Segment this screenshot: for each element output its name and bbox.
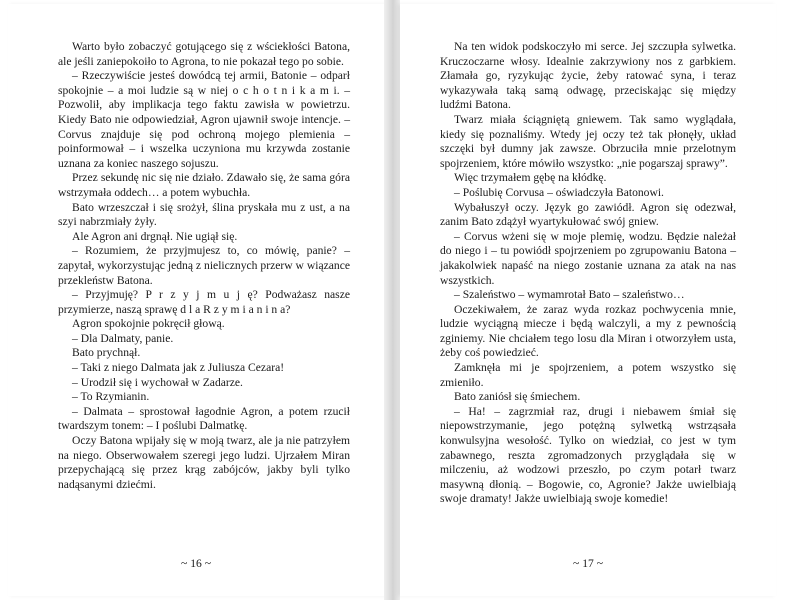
paragraph: Wybałuszył oczy. Język go zawiódł. Agron się odezwał, zanim Bato zdążył wyartykułować swój gniew. [440, 200, 736, 229]
paragraph: – Urodził się i wychował w Zadarze. [72, 375, 243, 389]
paragraph: – Dla Dalmaty, panie. [72, 331, 174, 345]
paragraph: Agron spokojnie pokręcił głową. [72, 317, 225, 331]
paragraph: Oczekiwałem, że zaraz wyda rozkaz pochwycenia mnie, ludzie wyciągną miecze i będą walczyli, a my z pewnością zginiemy. Nie chciałem tego losu dla Miran i otworzyłem usta, żeby coś powiedzieć. [440, 302, 736, 360]
paragraph: Warto było zobaczyć gotującego się z wściekłości Batona, ale jeśli zaniepokoiło to Agrona, to nie pokazał tego po sobie. [58, 40, 350, 68]
book-gutter [384, 0, 400, 600]
right-page-text [440, 40, 736, 507]
paragraph: Bato wrzeszczał i się srożył, ślina pryskała mu z ust, a na szyi nabrzmiały żyły. [58, 200, 350, 229]
paragraph: – Ha! – zagrzmiał raz, drugi i niebawem śmiał się niepowstrzymanie, jego potężną sylwetką wstrząsała konwulsyjna wesołość. Tylko on wiedział, co jest w tym zabawnego, reszta zgromadzonych przyglądała się w milczeniu, aż wodzowi przeszło, po czym potarł twarz masywną dłonią. – Bogowie, co, Agronie? Jakże uwielbiają swoje dramaty! Jakże uwielbiają swoje komedie! [440, 404, 736, 506]
paragraph: Bato zaniósł się śmiechem. [454, 390, 581, 404]
left-page-number: ~ 16 ~ [181, 557, 211, 570]
paragraph: – Rzeczywiście jesteś dowódcą tej armii, Batonie – odparł spokojnie – a moi ludzie są w niej o c h o t n i k a m i. – Pozwolił, aby implikacja tego faktu zawisła w powietrzu. Kiedy Bato nie odpowiedział, Agron ujawnił swoje intencje. – Corvus znajduje się pod ochroną mojego plemienia – poinformował – i wszelka uczyniona mu krzywda zostanie uznana za koniec naszego sojuszu. [58, 69, 350, 170]
paragraph: Więc trzymałem gębę na kłódkę. [454, 171, 607, 185]
paragraph: – Rozumiem, że przyjmujesz to, co mówię, panie? – zapytał, wykorzystując jedną z nielicznych przerw w wiązance przekleństw Batona. [58, 244, 350, 287]
left-page-text [58, 40, 350, 492]
right-page-number: ~ 17 ~ [573, 557, 603, 570]
paragraph: – Poślubię Corvusa – oświadczyła Batonowi. [454, 185, 664, 199]
paragraph: – Corvus wżeni się w moje plemię, wodzu. Będzie należał do niego i – tu powiódł spojrzeniem po zgrupowaniu Batona – jakakolwiek napaść na niego zostanie uznana za atak na nas wszystkich. [440, 229, 736, 287]
right-page [400, 4, 776, 596]
paragraph: Twarz miała ściągniętą gniewem. Tak samo wyglądała, kiedy się poznaliśmy. Wtedy jej oczy też tak płonęły, układ szczęki był dumny jak zawsze. Obrzuciła mnie przelotnym spojrzeniem, które mówiło wszystko: „nie pogarszaj sprawy”. [440, 112, 736, 170]
paragraph: Na ten widok podskoczyło mi serce. Jej szczupła sylwetka. Kruczoczarne włosy. Idealnie zakrzywiony nos z garbkiem. Złamała go, ryzykując życie, żeby ratować syna, i teraz wykazywała taką samą odwagę, przeciskając się między ludźmi Batona. [440, 40, 736, 112]
paragraph: – Dalmata – sprostował łagodnie Agron, a potem rzucił twardszym tonem: – I poślubi Dalmatkę. [58, 404, 350, 433]
paragraph: Ale Agron ani drgnął. Nie ugiął się. [72, 229, 238, 243]
paragraph: Oczy Batona wpijały się w moją twarz, ale ja nie patrzyłem na niego. Obserwowałem szeregi jego ludzi. Ujrzałem Miran przepychającą się przez krąg zabójców, jakby byli tylko nadąsanymi dziećmi. [58, 434, 350, 491]
paragraph: Zamknęła mi je spojrzeniem, a potem wszystko się zmieniło. [440, 361, 736, 389]
paragraph: – Szaleństwo – wymamrotał Bato – szaleństwo… [454, 288, 685, 302]
left-page [8, 4, 384, 596]
paragraph: – To Rzymianin. [72, 390, 150, 404]
paragraph: – Przyjmuję? P r z y j m u j ę? Podważasz nasze przymierze, naszą sprawę d l a R z y m i a n i n a? [58, 288, 350, 316]
paragraph: Bato prychnął. [72, 346, 141, 360]
paragraph: Przez sekundę nic się nie działo. Zdawało się, że sama góra wstrzymała oddech… a potem wybuchła. [58, 171, 350, 199]
paragraph: – Taki z niego Dalmata jak z Juliusza Cezara! [72, 361, 285, 375]
